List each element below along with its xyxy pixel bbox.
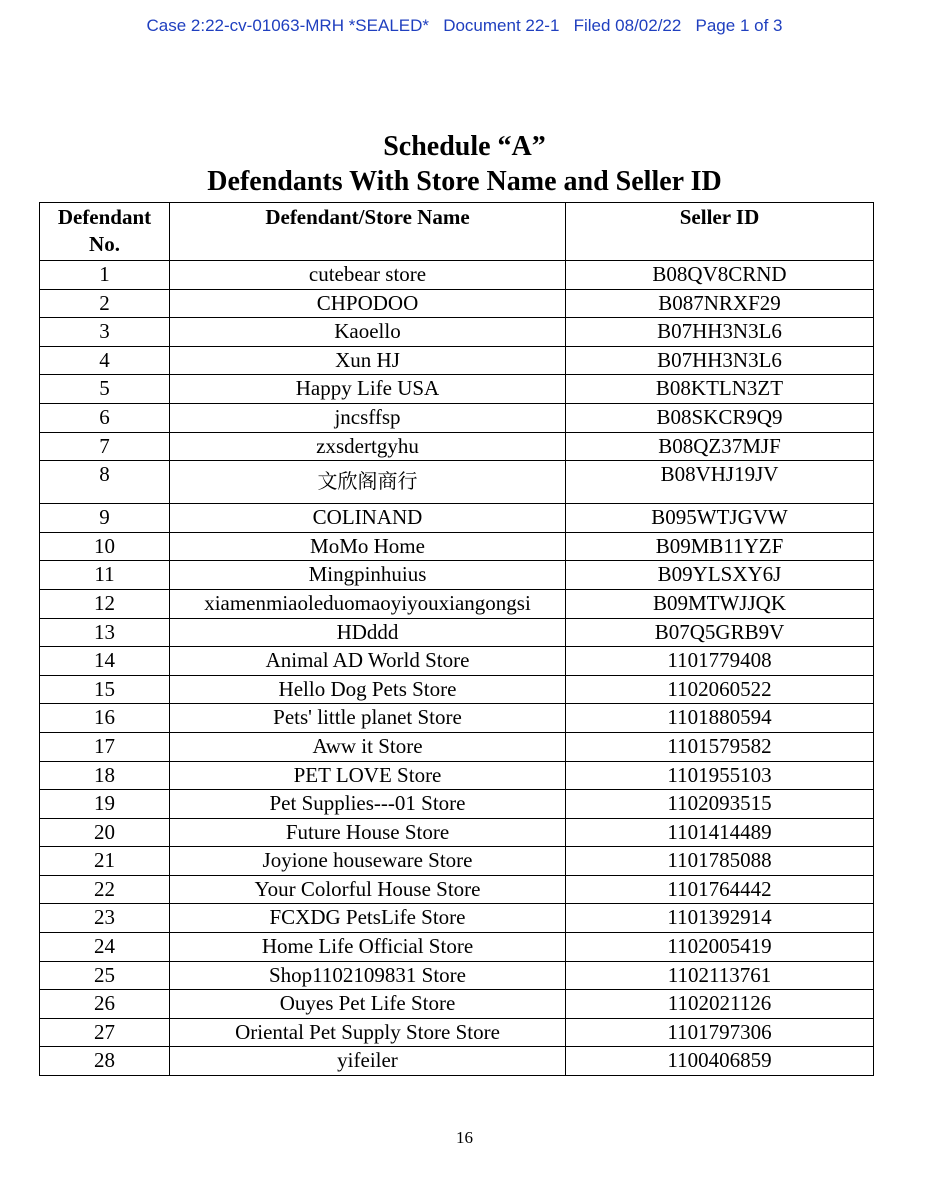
store-name-cell: CHPODOO: [170, 289, 566, 318]
seller-id-cell: 1102113761: [566, 961, 874, 990]
seller-id-cell: 1102021126: [566, 990, 874, 1019]
table-row: [40, 261, 874, 290]
seller-id-cell: B095WTJGVW: [566, 504, 874, 533]
page-count: Page 1 of 3: [695, 16, 783, 35]
defendant-no-cell: 3: [40, 318, 170, 347]
defendant-no-cell: 4: [40, 346, 170, 375]
table-row: [40, 647, 874, 676]
case-header: [0, 16, 929, 36]
defendant-no-cell: 21: [40, 847, 170, 876]
defendant-no-cell: 19: [40, 790, 170, 819]
seller-id-cell: 1101392914: [566, 904, 874, 933]
seller-id-cell: 1101414489: [566, 818, 874, 847]
defendant-no-cell: 12: [40, 589, 170, 618]
table-row: [40, 504, 874, 533]
store-name-cell: zxsdertgyhu: [170, 432, 566, 461]
defendant-no-cell: 7: [40, 432, 170, 461]
defendant-no-cell: 2: [40, 289, 170, 318]
table-row: [40, 933, 874, 962]
seller-id-cell: B08SKCR9Q9: [566, 403, 874, 432]
defendant-no-cell: 15: [40, 675, 170, 704]
table-row: [40, 561, 874, 590]
store-name-cell: HDddd: [170, 618, 566, 647]
store-name-cell: Joyione houseware Store: [170, 847, 566, 876]
seller-id-cell: 1101880594: [566, 704, 874, 733]
page-number: 16: [456, 1128, 473, 1147]
seller-id-cell: 1101764442: [566, 875, 874, 904]
defendant-no-cell: 23: [40, 904, 170, 933]
defendant-no-cell: 22: [40, 875, 170, 904]
store-name-cell: xiamenmiaoleduomaoyiyouxiangongsi: [170, 589, 566, 618]
table-row: [40, 761, 874, 790]
store-name-cell: COLINAND: [170, 504, 566, 533]
defendant-no-cell: 20: [40, 818, 170, 847]
schedule-subtitle: Defendants With Store Name and Seller ID: [207, 166, 722, 197]
store-name-cell: Home Life Official Store: [170, 933, 566, 962]
seller-id-cell: 1101779408: [566, 647, 874, 676]
seller-id-cell: 1101785088: [566, 847, 874, 876]
table-row: [40, 532, 874, 561]
seller-id-cell: B08QV8CRND: [566, 261, 874, 290]
table-row: [40, 346, 874, 375]
seller-id-cell: B08KTLN3ZT: [566, 375, 874, 404]
store-name-cell: Kaoello: [170, 318, 566, 347]
seller-id-cell: B07Q5GRB9V: [566, 618, 874, 647]
table-body: [40, 261, 874, 1076]
store-name-cell: Ouyes Pet Life Store: [170, 990, 566, 1019]
table-row: [40, 904, 874, 933]
defendants-table: [39, 202, 874, 1076]
seller-id-cell: B087NRXF29: [566, 289, 874, 318]
table-row: [40, 732, 874, 761]
defendant-no-cell: 1: [40, 261, 170, 290]
table-row: [40, 990, 874, 1019]
table-row: [40, 1047, 874, 1076]
table-row: [40, 318, 874, 347]
defendant-no-cell: 28: [40, 1047, 170, 1076]
seller-id-cell: 1101579582: [566, 732, 874, 761]
store-name-cell: Mingpinhuius: [170, 561, 566, 590]
defendant-no-cell: 26: [40, 990, 170, 1019]
table-row: [40, 818, 874, 847]
defendant-no-cell: 10: [40, 532, 170, 561]
document-number: Document 22-1: [443, 16, 560, 35]
table-row: [40, 704, 874, 733]
schedule-title: Schedule “A”: [383, 131, 546, 162]
store-name-cell: yifeiler: [170, 1047, 566, 1076]
seller-id-cell: B09MB11YZF: [566, 532, 874, 561]
table-row: [40, 375, 874, 404]
table-row: [40, 675, 874, 704]
store-name-cell: Pet Supplies---01 Store: [170, 790, 566, 819]
seller-id-cell: 1101955103: [566, 761, 874, 790]
seller-id-cell: B09MTWJJQK: [566, 589, 874, 618]
defendant-no-cell: 14: [40, 647, 170, 676]
seller-id-cell: B07HH3N3L6: [566, 318, 874, 347]
seller-id-cell: 1102060522: [566, 675, 874, 704]
store-name-cell: Your Colorful House Store: [170, 875, 566, 904]
store-name-cell: Future House Store: [170, 818, 566, 847]
store-name-cell: Aww it Store: [170, 732, 566, 761]
store-name-cell: Shop1102109831 Store: [170, 961, 566, 990]
store-name-cell: Hello Dog Pets Store: [170, 675, 566, 704]
store-name-cell: MoMo Home: [170, 532, 566, 561]
defendant-no-cell: 27: [40, 1018, 170, 1047]
store-name-cell: Xun HJ: [170, 346, 566, 375]
table-row: [40, 461, 874, 504]
store-name-cell: PET LOVE Store: [170, 761, 566, 790]
defendant-no-cell: 6: [40, 403, 170, 432]
defendant-no-cell: 17: [40, 732, 170, 761]
table-header-row: [40, 203, 874, 261]
table-row: [40, 1018, 874, 1047]
store-name-cell: Animal AD World Store: [170, 647, 566, 676]
defendant-no-cell: 24: [40, 933, 170, 962]
defendant-no-cell: 8: [40, 461, 170, 504]
store-name-cell: cutebear store: [170, 261, 566, 290]
seller-id-cell: B08VHJ19JV: [566, 461, 874, 504]
defendant-no-cell: 18: [40, 761, 170, 790]
seller-id-cell: 1102005419: [566, 933, 874, 962]
case-number: Case 2:22-cv-01063-MRH *SEALED*: [146, 16, 430, 35]
defendant-no-cell: 25: [40, 961, 170, 990]
filed-date: Filed 08/02/22: [573, 16, 682, 35]
column-header-defendant-no: Defendant No.: [40, 203, 170, 261]
table-row: [40, 403, 874, 432]
table-row: [40, 589, 874, 618]
table-row: [40, 790, 874, 819]
table-row: [40, 961, 874, 990]
table-row: [40, 618, 874, 647]
seller-id-cell: 1101797306: [566, 1018, 874, 1047]
store-name-cell: jncsffsp: [170, 403, 566, 432]
seller-id-cell: B08QZ37MJF: [566, 432, 874, 461]
seller-id-cell: 1100406859: [566, 1047, 874, 1076]
defendant-no-cell: 13: [40, 618, 170, 647]
store-name-cell: Happy Life USA: [170, 375, 566, 404]
table-row: [40, 847, 874, 876]
store-name-cell: 文欣阁商行: [170, 461, 566, 504]
defendant-no-cell: 5: [40, 375, 170, 404]
table-row: [40, 875, 874, 904]
seller-id-cell: 1102093515: [566, 790, 874, 819]
defendant-no-cell: 9: [40, 504, 170, 533]
seller-id-cell: B09YLSXY6J: [566, 561, 874, 590]
column-header-seller-id: Seller ID: [566, 203, 874, 261]
seller-id-cell: B07HH3N3L6: [566, 346, 874, 375]
table-row: [40, 289, 874, 318]
column-header-store-name: Defendant/Store Name: [170, 203, 566, 261]
table-row: [40, 432, 874, 461]
store-name-cell: FCXDG PetsLife Store: [170, 904, 566, 933]
defendant-no-cell: 16: [40, 704, 170, 733]
defendant-no-cell: 11: [40, 561, 170, 590]
store-name-cell: Oriental Pet Supply Store Store: [170, 1018, 566, 1047]
store-name-cell: Pets' little planet Store: [170, 704, 566, 733]
